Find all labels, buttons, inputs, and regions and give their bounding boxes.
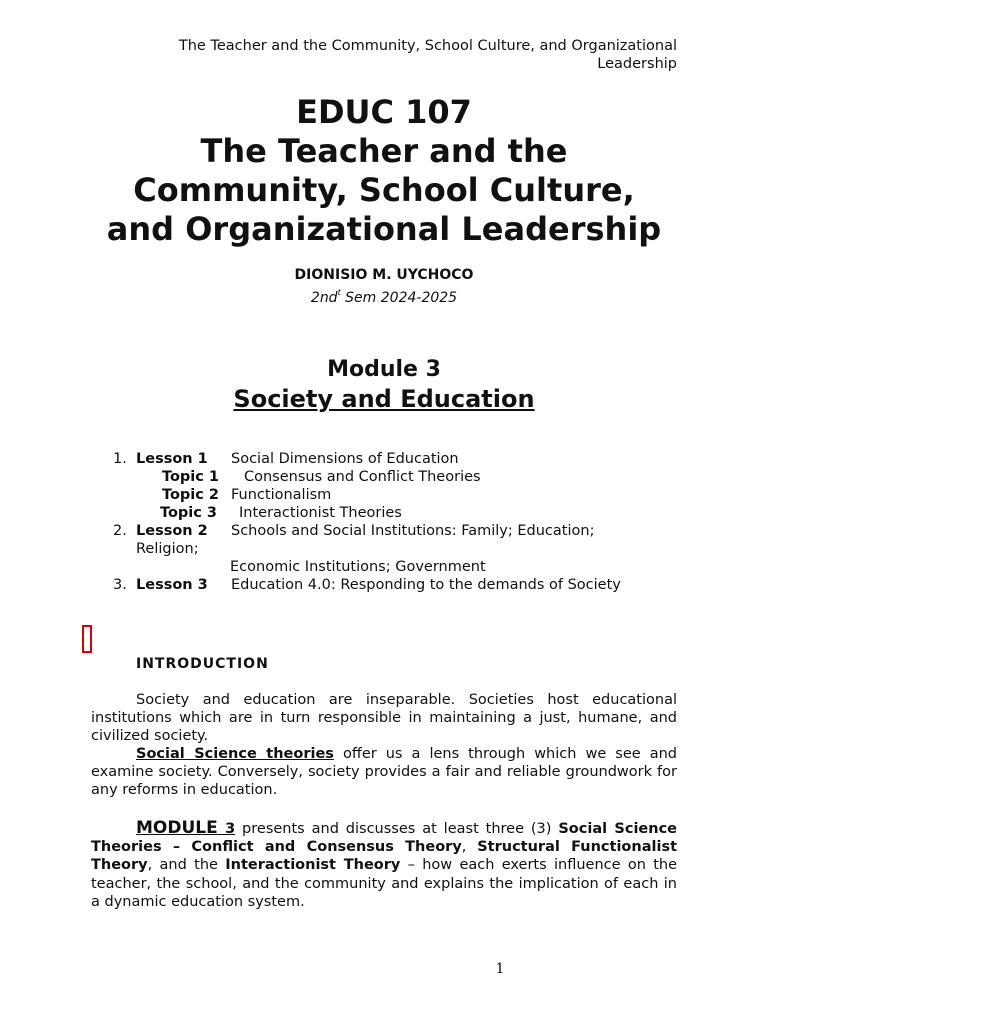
course-code: EDUC 107 [296, 93, 472, 131]
p3-text-3: , and the [147, 857, 226, 874]
running-header: The Teacher and the Community, School Culture, and Organizational Leadership [178, 38, 677, 72]
module-number: Module 3 [327, 357, 441, 382]
intro-paragraph-2-text: offer us a lens through which we see and examine society. Conversely, society provides a fair and reliable groundwork for any reforms in education. [91, 746, 678, 799]
p3-bold-2: Structural Functionalist Theory [91, 839, 678, 874]
p3-text-4: – how each exerts influence on the teacher, the school, and the community and explains the implication of each in a dynamic education system. [91, 857, 678, 910]
intro-paragraph-2 [91, 745, 677, 800]
toc-topic-label: Topic 3 [160, 505, 218, 521]
module-word: MODULE [136, 818, 218, 838]
semester-sup: t [337, 288, 341, 297]
toc-lesson-label: Lesson 2 [136, 523, 208, 539]
intro-paragraph-1 [91, 691, 677, 746]
toc-topic-label: Topic 1 [162, 469, 220, 485]
toc-lesson-text-cont: Economic Institutions; Government [230, 559, 486, 575]
toc-topic-text: Interactionist Theories [239, 505, 402, 521]
social-science-theories-term: Social Science theories [136, 746, 334, 762]
p3-text-2: , [461, 839, 478, 856]
toc-lesson-label: Lesson 3 [136, 577, 208, 593]
author-name: DIONISIO M. UYCHOCO [294, 267, 474, 283]
semester [0, 284, 768, 307]
toc-lesson-text: Schools and Social Institutions: Family; Education; [231, 523, 595, 539]
toc-lesson-text: Education 4.0: Responding to the demands of Society [231, 577, 621, 593]
course-title-line-2: The Teacher and the [200, 132, 568, 170]
semester-prefix: 2nd [310, 290, 338, 306]
course-title-line-4: and Organizational Leadership [106, 210, 662, 248]
toc-item-num: 1. [113, 451, 127, 467]
introduction-heading-clipped [136, 656, 269, 673]
intro-paragraph-3 [91, 819, 677, 911]
semester-rest: Sem 2024-2025 [340, 290, 458, 306]
toc-topic-text: Consensus and Conflict Theories [244, 469, 481, 485]
toc-lesson-label: Lesson 1 [136, 451, 208, 467]
page-number: 1 [495, 961, 505, 977]
toc-topic-label: Topic 2 [162, 487, 220, 503]
p3-text-1: presents and discusses at least three (3) [235, 821, 559, 837]
p3-bold-3: Interactionist Theory [225, 857, 401, 874]
module-number-inline: 3 [217, 821, 236, 837]
toc-topic-text: Functionalism [231, 487, 332, 503]
intro-paragraph-1-text: Society and education are inseparable. Societies host educational institutions which are in turn responsible in maintaining a just, humane, and civilized society. [91, 692, 677, 745]
introduction-heading-text: INTRODUCTION [136, 656, 269, 672]
course-title-line-3: Community, School Culture, [133, 171, 635, 209]
p3-bold-1: Social Science Theories – Conflict and Consensus Theory [91, 821, 677, 856]
red-box-marker [82, 625, 92, 653]
toc-item-num: 2. [113, 523, 127, 539]
module-name: Society and Education [233, 385, 535, 413]
toc-lesson-text: Social Dimensions of Education [231, 451, 459, 467]
course-title [0, 93, 768, 249]
toc-lesson-text-wrap: Religion; [136, 541, 199, 557]
toc-item-num: 3. [113, 577, 127, 593]
